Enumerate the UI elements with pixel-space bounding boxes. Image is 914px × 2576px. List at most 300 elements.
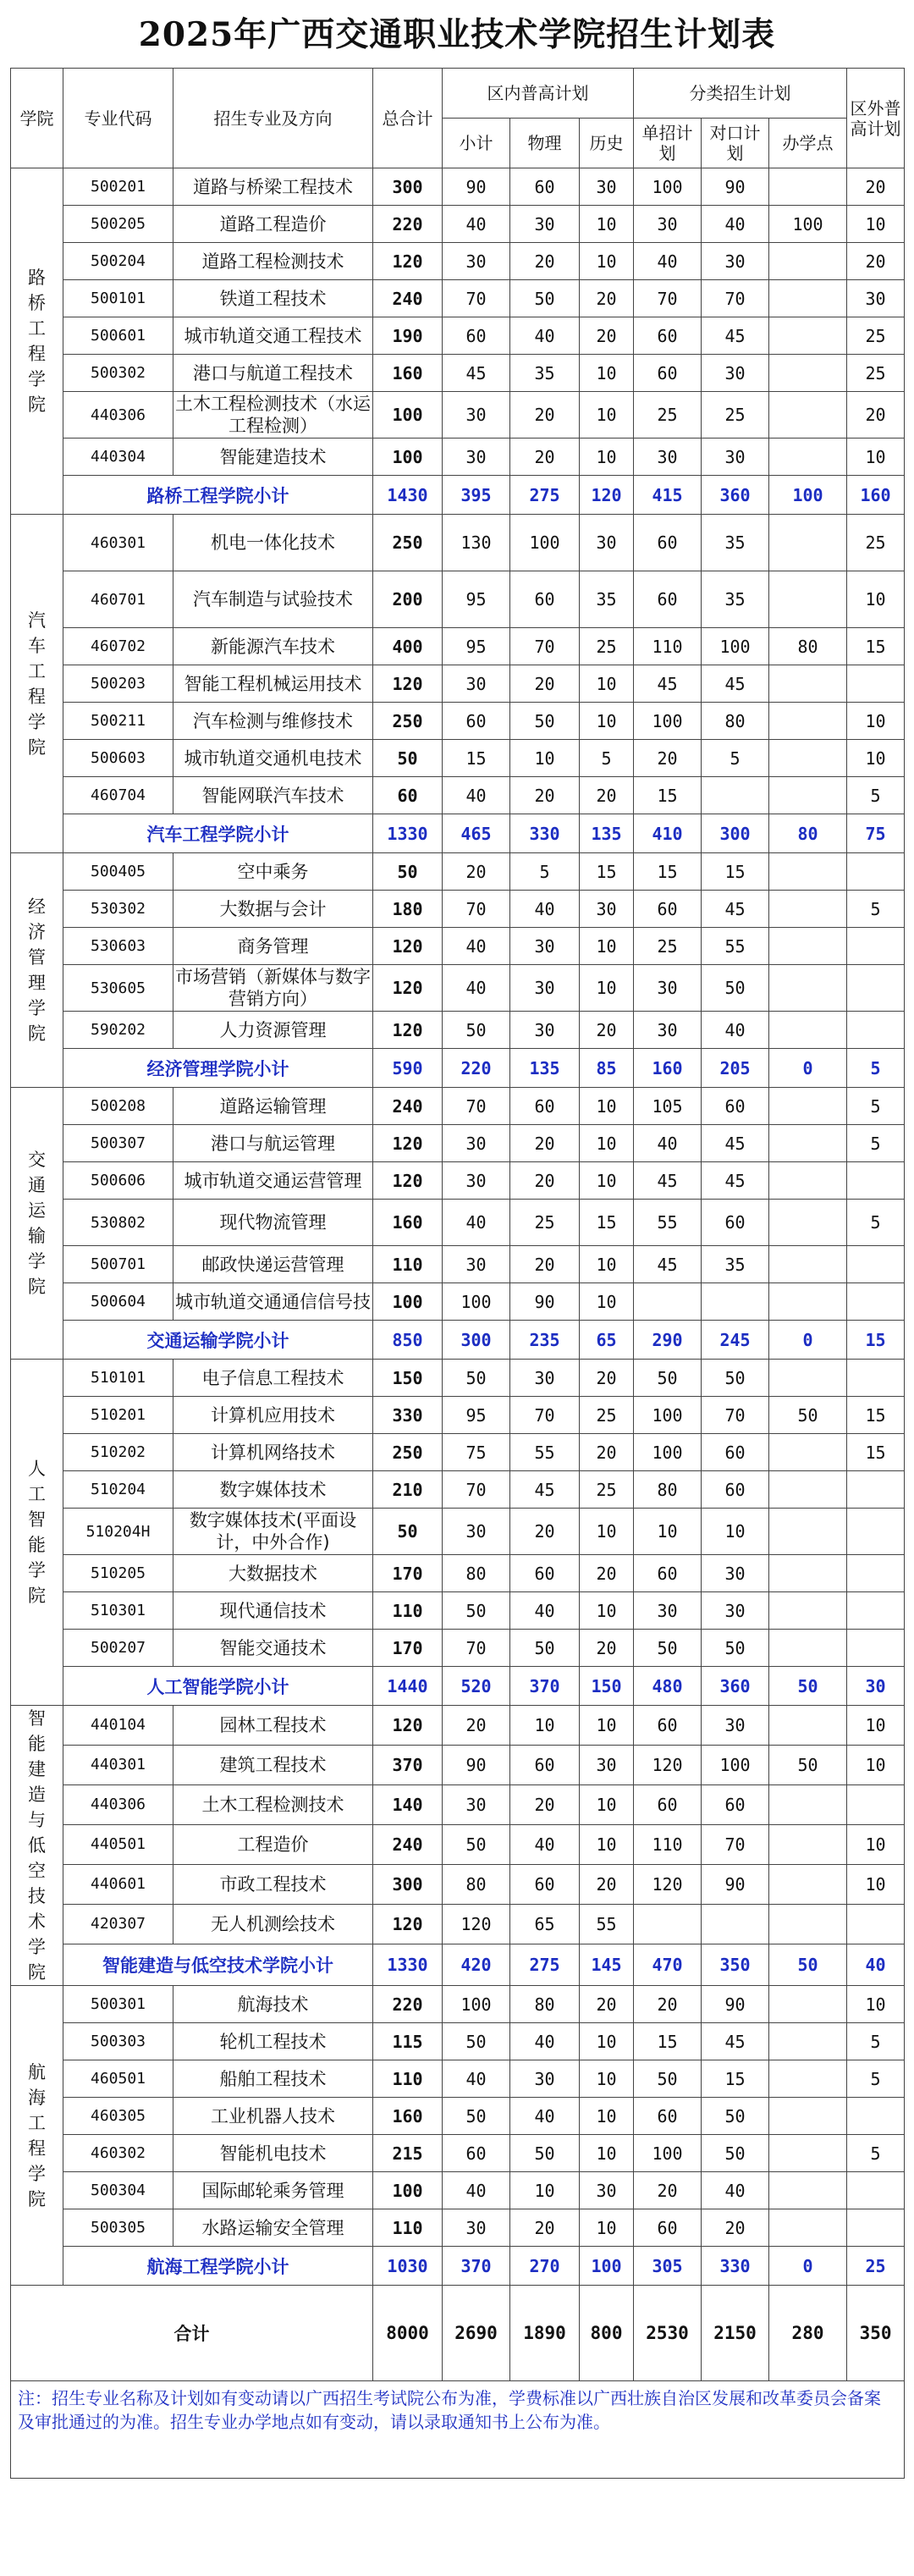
major-name: 国际邮轮乘务管理: [173, 2172, 373, 2209]
cell-sub: 70: [443, 891, 510, 928]
major-code: 460501: [63, 2060, 173, 2098]
major-name: 智能网联汽车技术: [173, 777, 373, 814]
cell-sub: 50: [443, 1592, 510, 1630]
major-code: 530605: [63, 965, 173, 1012]
subtotal-outside: 25: [847, 2247, 905, 2286]
major-code: 500603: [63, 740, 173, 777]
subtotal-his: 135: [580, 814, 634, 853]
major-code: 500303: [63, 2023, 173, 2060]
cell-site: [769, 740, 847, 777]
subtotal-his: 150: [580, 1667, 634, 1706]
cell-single: 60: [634, 2209, 702, 2247]
subtotal-site: 50: [769, 1667, 847, 1706]
table-row: [11, 317, 905, 355]
cell-outside: 5: [847, 2135, 905, 2172]
major-name: 数字媒体技术: [173, 1471, 373, 1509]
grand-his: 800: [580, 2286, 634, 2381]
cell-counter: 90: [702, 1986, 769, 2023]
cell-sub: 30: [443, 439, 510, 476]
cell-total: 100: [373, 2172, 443, 2209]
cell-counter: 60: [702, 1200, 769, 1246]
college-name: 经济管理学院: [28, 896, 46, 1044]
cell-total: 190: [373, 317, 443, 355]
cell-phy: 25: [510, 1200, 580, 1246]
header-college: 学院: [11, 69, 63, 168]
subtotal-site: 80: [769, 814, 847, 853]
college-name: 汽车工程学院: [28, 610, 46, 758]
cell-phy: 20: [510, 1784, 580, 1824]
cell-outside: [847, 2098, 905, 2135]
major-name: 电子信息工程技术: [173, 1360, 373, 1397]
cell-total: 250: [373, 1434, 443, 1471]
cell-counter: 30: [702, 355, 769, 392]
major-code: 420307: [63, 1904, 173, 1944]
cell-site: [769, 1706, 847, 1746]
cell-site: [769, 2023, 847, 2060]
table-row: [11, 965, 905, 1012]
table-row: [11, 1904, 905, 1944]
cell-outside: [847, 1592, 905, 1630]
cell-total: 60: [373, 777, 443, 814]
cell-sub: 50: [443, 2098, 510, 2135]
cell-site: [769, 1125, 847, 1162]
cell-single: 40: [634, 1125, 702, 1162]
cell-phy: 65: [510, 1904, 580, 1944]
cell-site: [769, 1630, 847, 1667]
table-row: [11, 1200, 905, 1246]
cell-outside: [847, 1471, 905, 1509]
cell-site: [769, 1088, 847, 1125]
college-name-cell: [11, 1360, 63, 1706]
cell-total: 220: [373, 1986, 443, 2023]
cell-site: [769, 1824, 847, 1864]
cell-outside: [847, 853, 905, 891]
subtotal-total: 590: [373, 1049, 443, 1088]
cell-phy: 10: [510, 740, 580, 777]
cell-outside: 10: [847, 1824, 905, 1864]
table-row: [11, 1434, 905, 1471]
header-history: 历史: [580, 119, 634, 168]
cell-phy: 100: [510, 515, 580, 571]
cell-counter: 20: [702, 2209, 769, 2247]
cell-single: 60: [634, 1706, 702, 1746]
cell-counter: 40: [702, 1012, 769, 1049]
major-code: 510204H: [63, 1509, 173, 1555]
header-class-group: 分类招生计划: [634, 69, 847, 119]
cell-single: 60: [634, 571, 702, 628]
grand-total: 8000: [373, 2286, 443, 2381]
table-row: [11, 2135, 905, 2172]
major-name: 道路与桥梁工程技术: [173, 168, 373, 206]
major-name: 计算机网络技术: [173, 1434, 373, 1471]
cell-single: 120: [634, 1745, 702, 1784]
table-row: [11, 243, 905, 280]
cell-total: 200: [373, 571, 443, 628]
subtotal-outside: 5: [847, 1049, 905, 1088]
cell-total: 100: [373, 392, 443, 439]
subtotal-phy: 135: [510, 1049, 580, 1088]
table-row: [11, 1986, 905, 2023]
table-row: [11, 703, 905, 740]
table-row: [11, 1397, 905, 1434]
major-name: 人力资源管理: [173, 1012, 373, 1049]
cell-outside: [847, 1904, 905, 1944]
cell-counter: 70: [702, 1397, 769, 1434]
table-row: [11, 571, 905, 628]
cell-outside: 10: [847, 740, 905, 777]
cell-outside: 10: [847, 571, 905, 628]
cell-his: 30: [580, 891, 634, 928]
cell-single: 30: [634, 206, 702, 243]
cell-outside: 10: [847, 1706, 905, 1746]
cell-counter: 50: [702, 2098, 769, 2135]
cell-outside: 25: [847, 515, 905, 571]
cell-his: 10: [580, 2098, 634, 2135]
cell-sub: 45: [443, 355, 510, 392]
cell-his: 10: [580, 2060, 634, 2098]
major-name: 船舶工程技术: [173, 2060, 373, 2098]
cell-sub: 30: [443, 1509, 510, 1555]
cell-site: [769, 1784, 847, 1824]
subtotal-label: 路桥工程学院小计: [63, 476, 373, 515]
college-name-cell: [11, 1088, 63, 1360]
subtotal-site: 50: [769, 1944, 847, 1985]
cell-total: 210: [373, 1471, 443, 1509]
cell-outside: [847, 928, 905, 965]
cell-total: 240: [373, 1088, 443, 1125]
cell-his: 10: [580, 355, 634, 392]
college-name-cell: [11, 168, 63, 515]
subtotal-label: 航海工程学院小计: [63, 2247, 373, 2286]
header-outside: 区外普高计划: [847, 69, 905, 168]
cell-his: 10: [580, 2023, 634, 2060]
cell-site: [769, 1904, 847, 1944]
cell-counter: 45: [702, 1162, 769, 1200]
major-name: 机电一体化技术: [173, 515, 373, 571]
cell-phy: 55: [510, 1434, 580, 1471]
subtotal-counter: 300: [702, 814, 769, 853]
college-name-cell: [11, 1986, 63, 2286]
subtotal-phy: 235: [510, 1321, 580, 1360]
major-name: 铁道工程技术: [173, 280, 373, 317]
cell-single: 80: [634, 1471, 702, 1509]
cell-site: [769, 1283, 847, 1321]
cell-site: [769, 853, 847, 891]
major-code: 440306: [63, 392, 173, 439]
cell-sub: 70: [443, 1471, 510, 1509]
subtotal-counter: 350: [702, 1944, 769, 1985]
cell-single: 100: [634, 2135, 702, 2172]
cell-total: 100: [373, 439, 443, 476]
cell-total: 240: [373, 1824, 443, 1864]
table-row: [11, 1283, 905, 1321]
major-name: 商务管理: [173, 928, 373, 965]
cell-counter: 50: [702, 1360, 769, 1397]
cell-site: [769, 703, 847, 740]
cell-his: 10: [580, 1824, 634, 1864]
subtotal-phy: 370: [510, 1667, 580, 1706]
cell-site: [769, 1200, 847, 1246]
cell-phy: 40: [510, 2098, 580, 2135]
cell-phy: 20: [510, 2209, 580, 2247]
subtotal-his: 65: [580, 1321, 634, 1360]
cell-site: [769, 1986, 847, 2023]
cell-his: 10: [580, 1088, 634, 1125]
table-row: [11, 206, 905, 243]
cell-outside: 10: [847, 703, 905, 740]
cell-sub: 120: [443, 1904, 510, 1944]
table-row: [11, 168, 905, 206]
major-name: 土木工程检测技术（水运工程检测）: [173, 392, 373, 439]
major-code: 500204: [63, 243, 173, 280]
cell-single: 20: [634, 740, 702, 777]
cell-sub: 100: [443, 1986, 510, 2023]
cell-his: 35: [580, 571, 634, 628]
grand-single: 2530: [634, 2286, 702, 2381]
cell-sub: 60: [443, 2135, 510, 2172]
cell-counter: 45: [702, 891, 769, 928]
cell-single: 50: [634, 2060, 702, 2098]
major-name: 建筑工程技术: [173, 1745, 373, 1784]
major-name: 港口与航道工程技术: [173, 355, 373, 392]
cell-sub: 30: [443, 2209, 510, 2247]
cell-total: 250: [373, 515, 443, 571]
college-name: 智能建造与低空技术学院: [28, 1708, 46, 1983]
cell-outside: 25: [847, 355, 905, 392]
cell-sub: 30: [443, 1162, 510, 1200]
table-row: [11, 628, 905, 665]
cell-site: [769, 777, 847, 814]
subtotal-his: 145: [580, 1944, 634, 1985]
cell-sub: 95: [443, 628, 510, 665]
college-name-cell: [11, 1706, 63, 1986]
major-name: 道路工程造价: [173, 206, 373, 243]
table-row: [11, 1162, 905, 1200]
cell-outside: 5: [847, 2023, 905, 2060]
cell-counter: 90: [702, 168, 769, 206]
cell-his: 30: [580, 515, 634, 571]
cell-single: [634, 1904, 702, 1944]
cell-his: 15: [580, 853, 634, 891]
cell-total: 220: [373, 206, 443, 243]
subtotal-row: [11, 2247, 905, 2286]
cell-counter: 45: [702, 317, 769, 355]
cell-counter: [702, 1904, 769, 1944]
subtotal-his: 85: [580, 1049, 634, 1088]
cell-sub: 30: [443, 1125, 510, 1162]
grand-total-label: 合计: [11, 2286, 373, 2381]
cell-counter: [702, 777, 769, 814]
cell-counter: 60: [702, 1434, 769, 1471]
cell-counter: 30: [702, 439, 769, 476]
cell-outside: 5: [847, 2060, 905, 2098]
major-name: 汽车制造与试验技术: [173, 571, 373, 628]
major-name: 无人机测绘技术: [173, 1904, 373, 1944]
cell-sub: 70: [443, 280, 510, 317]
cell-his: 20: [580, 1434, 634, 1471]
header-physics: 物理: [510, 119, 580, 168]
table-row: [11, 280, 905, 317]
cell-his: 20: [580, 1012, 634, 1049]
cell-phy: 20: [510, 1125, 580, 1162]
cell-outside: [847, 1012, 905, 1049]
cell-counter: 30: [702, 1555, 769, 1592]
cell-his: 10: [580, 206, 634, 243]
cell-total: 300: [373, 1864, 443, 1904]
header-region-group: 区内普高计划: [443, 69, 634, 119]
cell-site: [769, 928, 847, 965]
major-code: 500201: [63, 168, 173, 206]
cell-site: [769, 168, 847, 206]
cell-total: 160: [373, 355, 443, 392]
cell-sub: 50: [443, 1012, 510, 1049]
cell-phy: 10: [510, 2172, 580, 2209]
cell-phy: 20: [510, 439, 580, 476]
cell-outside: [847, 1360, 905, 1397]
cell-his: 20: [580, 1555, 634, 1592]
cell-his: 10: [580, 703, 634, 740]
major-code: 460701: [63, 571, 173, 628]
subtotal-sub: 370: [443, 2247, 510, 2286]
grand-phy: 1890: [510, 2286, 580, 2381]
major-name: 汽车检测与维修技术: [173, 703, 373, 740]
cell-phy: 20: [510, 1509, 580, 1555]
cell-total: 330: [373, 1397, 443, 1434]
cell-site: [769, 2209, 847, 2247]
major-name: 园林工程技术: [173, 1706, 373, 1746]
cell-phy: 40: [510, 1592, 580, 1630]
cell-outside: 25: [847, 317, 905, 355]
cell-site: [769, 965, 847, 1012]
cell-counter: 45: [702, 1125, 769, 1162]
cell-site: [769, 1471, 847, 1509]
major-code: 500211: [63, 703, 173, 740]
cell-outside: 30: [847, 280, 905, 317]
cell-his: 10: [580, 1784, 634, 1824]
college-name-cell: [11, 515, 63, 853]
cell-sub: 40: [443, 2060, 510, 2098]
table-row: [11, 1555, 905, 1592]
cell-single: 60: [634, 1555, 702, 1592]
cell-phy: 45: [510, 1471, 580, 1509]
cell-sub: 40: [443, 2172, 510, 2209]
cell-outside: 10: [847, 439, 905, 476]
major-code: 460704: [63, 777, 173, 814]
cell-site: [769, 317, 847, 355]
cell-counter: 30: [702, 1706, 769, 1746]
subtotal-outside: 40: [847, 1944, 905, 1985]
cell-single: 20: [634, 2172, 702, 2209]
major-code: 500606: [63, 1162, 173, 1200]
cell-phy: 20: [510, 777, 580, 814]
major-code: 530802: [63, 1200, 173, 1246]
subtotal-row: [11, 1321, 905, 1360]
cell-site: [769, 243, 847, 280]
major-code: 460302: [63, 2135, 173, 2172]
cell-total: 120: [373, 243, 443, 280]
grand-site: 280: [769, 2286, 847, 2381]
cell-his: 25: [580, 1471, 634, 1509]
subtotal-site: 0: [769, 1049, 847, 1088]
cell-sub: 60: [443, 703, 510, 740]
cell-site: [769, 2172, 847, 2209]
major-code: 590202: [63, 1012, 173, 1049]
cell-counter: 5: [702, 740, 769, 777]
subtotal-label: 汽车工程学院小计: [63, 814, 373, 853]
major-code: 530302: [63, 891, 173, 928]
subtotal-phy: 275: [510, 1944, 580, 1985]
table-row: [11, 2098, 905, 2135]
cell-sub: 40: [443, 206, 510, 243]
subtotal-row: [11, 814, 905, 853]
cell-total: 300: [373, 168, 443, 206]
cell-outside: [847, 1509, 905, 1555]
major-code: 440304: [63, 439, 173, 476]
major-code: 440306: [63, 1784, 173, 1824]
cell-outside: 5: [847, 891, 905, 928]
cell-total: 120: [373, 1162, 443, 1200]
cell-phy: 35: [510, 355, 580, 392]
cell-single: 10: [634, 1509, 702, 1555]
cell-single: 30: [634, 965, 702, 1012]
major-name: 大数据与会计: [173, 891, 373, 928]
table-row: [11, 1012, 905, 1049]
cell-total: 240: [373, 280, 443, 317]
table-row: [11, 665, 905, 703]
cell-outside: 5: [847, 1088, 905, 1125]
subtotal-phy: 330: [510, 814, 580, 853]
table-row: [11, 1706, 905, 1746]
cell-outside: [847, 2172, 905, 2209]
cell-single: 105: [634, 1088, 702, 1125]
major-name: 工业机器人技术: [173, 2098, 373, 2135]
cell-site: [769, 2060, 847, 2098]
subtotal-counter: 330: [702, 2247, 769, 2286]
major-name: 道路工程检测技术: [173, 243, 373, 280]
cell-his: 10: [580, 2209, 634, 2247]
subtotal-row: [11, 1667, 905, 1706]
cell-his: 10: [580, 928, 634, 965]
cell-his: 20: [580, 1630, 634, 1667]
major-name: 新能源汽车技术: [173, 628, 373, 665]
cell-sub: 90: [443, 168, 510, 206]
major-code: 440104: [63, 1706, 173, 1746]
table-row: [11, 2023, 905, 2060]
cell-outside: 10: [847, 1986, 905, 2023]
major-name: 城市轨道交通运营管理: [173, 1162, 373, 1200]
cell-single: 25: [634, 928, 702, 965]
cell-sub: 40: [443, 965, 510, 1012]
cell-total: 250: [373, 703, 443, 740]
cell-total: 150: [373, 1360, 443, 1397]
cell-single: 30: [634, 439, 702, 476]
table-row: [11, 1824, 905, 1864]
cell-sub: 30: [443, 243, 510, 280]
enrollment-plan-table: [10, 68, 905, 2479]
subtotal-site: 100: [769, 476, 847, 515]
cell-total: 50: [373, 1509, 443, 1555]
major-code: 500101: [63, 280, 173, 317]
cell-counter: 100: [702, 628, 769, 665]
major-name: 工程造价: [173, 1824, 373, 1864]
cell-outside: 10: [847, 206, 905, 243]
subtotal-outside: 160: [847, 476, 905, 515]
major-name: 大数据技术: [173, 1555, 373, 1592]
cell-total: 110: [373, 2060, 443, 2098]
cell-outside: 15: [847, 628, 905, 665]
cell-outside: [847, 1555, 905, 1592]
cell-single: 15: [634, 777, 702, 814]
